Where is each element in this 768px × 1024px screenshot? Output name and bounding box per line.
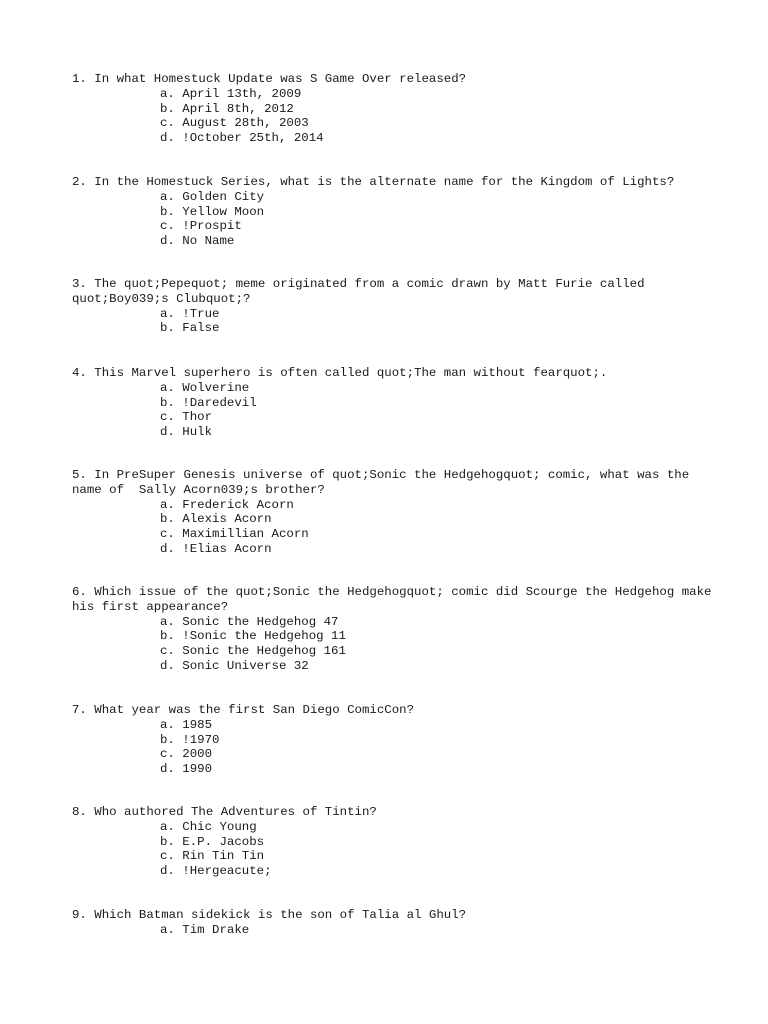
answer-option: a. Chic Young xyxy=(160,819,257,834)
question-4 xyxy=(72,366,712,440)
question-text: 2. In the Homestuck Series, what is the alternate name for the Kingdom of Lights? xyxy=(72,175,675,189)
answer-option: d. Hulk xyxy=(160,425,213,440)
answer-option: b. False xyxy=(160,321,220,336)
answer-option: a. !True xyxy=(160,306,220,321)
answer-option: b. !Sonic the Hedgehog 11 xyxy=(160,629,346,644)
question-1 xyxy=(72,72,712,146)
answer-option: b. !Daredevil xyxy=(160,395,257,410)
answer-option: a. Wolverine xyxy=(160,380,250,395)
answer-option: b. !1970 xyxy=(160,732,220,747)
answer-option: c. Rin Tin Tin xyxy=(160,849,265,864)
answer-option: b. Yellow Moon xyxy=(160,204,265,219)
answer-option: a. Sonic the Hedgehog 47 xyxy=(160,614,339,629)
question-text: 7. What year was the first San Diego ComicCon? xyxy=(72,703,415,717)
answer-options xyxy=(72,923,712,938)
answer-options xyxy=(72,307,712,337)
question-text: 3. The quot;Pepequot; meme originated from a comic drawn by Matt Furie called quot;Boy039;s Clubquot;? xyxy=(72,277,652,306)
question-text: 4. This Marvel superhero is often called quot;The man without fearquot;. xyxy=(72,366,608,380)
answer-option: a. Golden City xyxy=(160,189,265,204)
answer-options xyxy=(72,615,712,674)
answer-option: c. Maximillian Acorn xyxy=(160,527,309,542)
answer-option: d. No Name xyxy=(160,234,235,249)
answer-option: a. 1985 xyxy=(160,717,213,732)
answer-option: a. Tim Drake xyxy=(160,922,250,937)
answer-options xyxy=(72,381,712,440)
answer-option: d. Sonic Universe 32 xyxy=(160,658,309,673)
question-2 xyxy=(72,175,712,249)
answer-options xyxy=(72,87,712,146)
answer-option: d. !Elias Acorn xyxy=(160,541,272,556)
answer-option: c. Sonic the Hedgehog 161 xyxy=(160,644,346,659)
answer-option: c. Thor xyxy=(160,410,213,425)
question-text: 1. In what Homestuck Update was S Game Over released? xyxy=(72,72,467,86)
answer-options xyxy=(72,718,712,777)
question-text: 6. Which issue of the quot;Sonic the Hedgehogquot; comic did Scourge the Hedgehog make his first appearance? xyxy=(72,585,719,614)
answer-option: b. April 8th, 2012 xyxy=(160,101,294,116)
answer-option: a. April 13th, 2009 xyxy=(160,86,302,101)
answer-option: b. E.P. Jacobs xyxy=(160,834,265,849)
question-text: 9. Which Batman sidekick is the son of Talia al Ghul? xyxy=(72,908,467,922)
question-7 xyxy=(72,703,712,777)
answer-option: d. !October 25th, 2014 xyxy=(160,131,324,146)
question-5 xyxy=(72,468,712,557)
answer-options xyxy=(72,498,712,557)
question-9 xyxy=(72,908,712,938)
question-3 xyxy=(72,277,712,336)
answer-options xyxy=(72,190,712,249)
answer-option: b. Alexis Acorn xyxy=(160,512,272,527)
answer-option: d. 1990 xyxy=(160,762,213,777)
answer-option: c. 2000 xyxy=(160,747,213,762)
question-text: 5. In PreSuper Genesis universe of quot;Sonic the Hedgehogquot; comic, what was the name of Sally Acorn039;s brother? xyxy=(72,468,697,497)
question-8 xyxy=(72,805,712,879)
question-6 xyxy=(72,585,719,674)
answer-option: c. !Prospit xyxy=(160,219,242,234)
answer-option: a. Frederick Acorn xyxy=(160,497,294,512)
answer-options xyxy=(72,820,712,879)
answer-option: c. August 28th, 2003 xyxy=(160,116,309,131)
question-text: 8. Who authored The Adventures of Tintin? xyxy=(72,805,377,819)
answer-option: d. !Hergeacute; xyxy=(160,864,272,879)
